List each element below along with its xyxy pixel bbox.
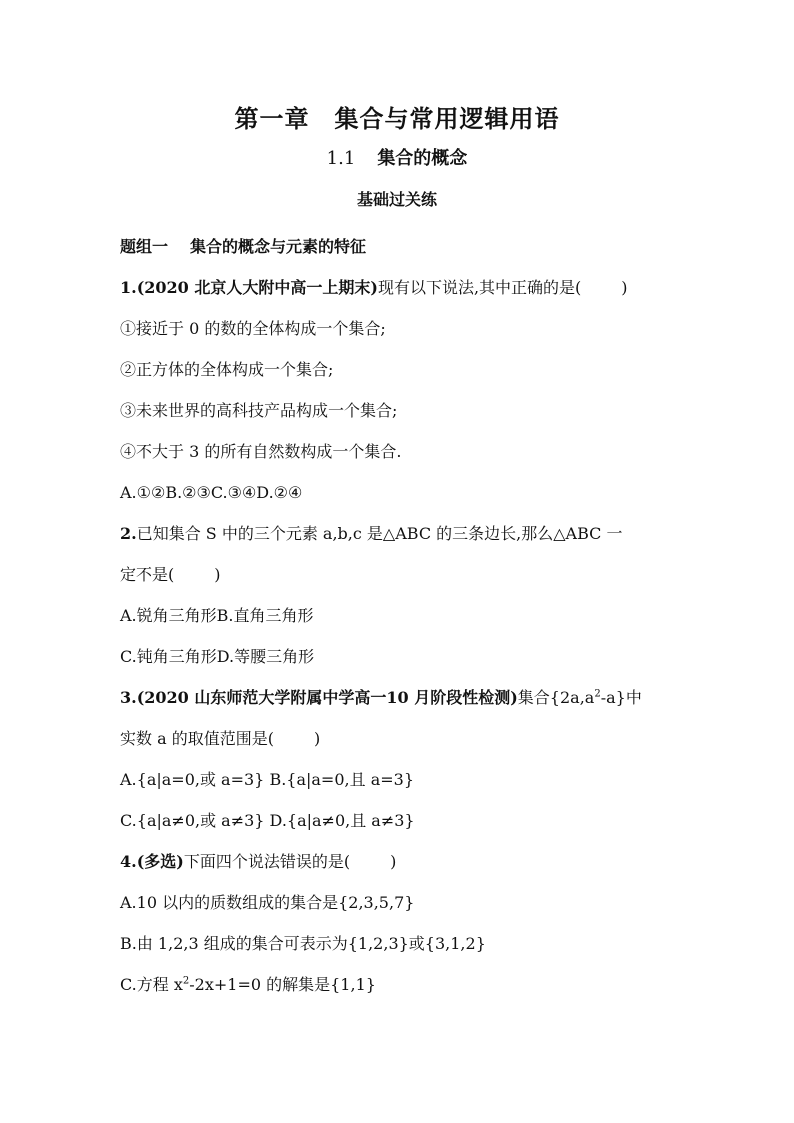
question-2-options-1: A.锐角三角形B.直角三角形 [120,606,314,625]
question-1-stem [120,267,680,308]
question-4-option-c [120,964,680,1005]
section-name: 集合的概念 [377,148,468,169]
question-3-stem-line-2 [120,718,680,759]
question-4-text: 下面四个说法错误的是( [183,852,351,871]
question-4-option-c-exponent: 2 [182,975,190,987]
question-2-close: ) [214,565,221,584]
question-1-number: 1. [120,278,137,297]
question-4-close: ) [390,852,397,871]
group-label: 题组一 [120,237,169,256]
section-number: 1.1 [326,148,356,169]
question-2-stem-line-2 [120,554,680,595]
question-2-options-2: C.钝角三角形D.等腰三角形 [120,647,315,666]
question-4-stem [120,841,680,882]
group-name: 集合的概念与元素的特征 [190,237,367,256]
question-2-number: 2. [120,524,137,543]
question-3-text-2: 实数 a 的取值范围是( [120,729,274,748]
section-title [0,146,794,172]
question-3-options-2: C.{a|a≠0,或 a≠3} D.{a|a≠0,且 a≠3} [120,811,415,830]
question-3-source: (2020 山东师范大学附属中学高一10 月阶段性检测) [136,688,518,707]
question-1-text: 现有以下说法,其中正确的是( [377,278,582,297]
question-3-options-1: A.{a|a=0,或 a=3} B.{a|a=0,且 a=3} [120,770,414,789]
question-1-source: (2020 北京人大附中高一上期末) [136,278,378,297]
question-3-text-b: -a}中 [600,688,642,707]
question-1-options: A.①②B.②③C.③④D.②④ [120,483,303,502]
exercise-subtitle: 基础过关练 [356,190,437,209]
chapter-title: 第一章 集合与常用逻辑用语 [234,104,560,133]
question-3-stem-line-1 [120,677,680,718]
question-list [120,226,680,1005]
question-4-option-c-b: -2x+1=0 的解集是{1,1} [189,975,376,994]
question-2-text-1: 已知集合 S 中的三个元素 a,b,c 是△ABC 的三条边长,那么△ABC 一 [136,524,623,543]
question-4-option-b: B.由 1,2,3 组成的集合可表示为{1,2,3}或{3,1,2} [120,934,486,953]
question-1-item-3: ③未来世界的高科技产品构成一个集合; [120,401,398,420]
question-4-tag: (多选) [136,852,184,871]
question-4-option-a: A.10 以内的质数组成的集合是{2,3,5,7} [120,893,415,912]
question-1-item-4: ④不大于 3 的所有自然数构成一个集合. [120,442,402,461]
question-3-close: ) [313,729,321,748]
question-1-item-2: ②正方体的全体构成一个集合; [120,360,334,379]
question-1-item-1: ①接近于 0 的数的全体构成一个集合; [120,319,386,338]
question-3-text-a: 集合{2a,a [517,688,595,707]
question-group-title [120,226,680,267]
question-2-text-2: 定不是( [120,565,175,584]
question-2-stem-line-1 [120,513,680,554]
question-4-number: 4. [120,852,137,871]
question-4-option-c-a: C.方程 x [120,975,183,994]
question-1-close: ) [621,278,628,297]
question-3-exponent: 2 [594,688,601,700]
question-3-number: 3. [120,688,137,707]
